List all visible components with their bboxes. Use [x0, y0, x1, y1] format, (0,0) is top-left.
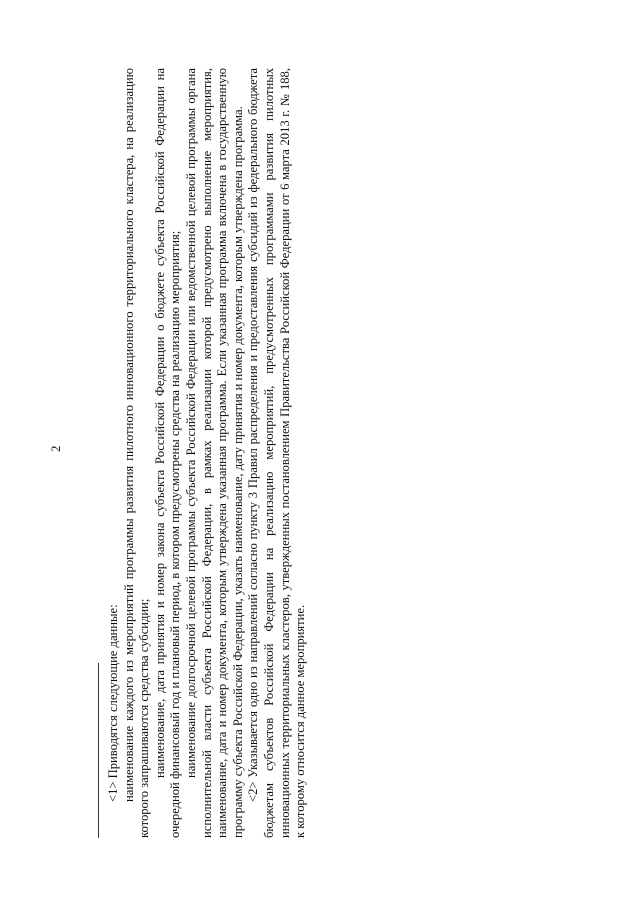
rotated-content	[98, 68, 398, 838]
footnote-1-item-2: наименование, дата принятия и номер закона субъекта Российской Федерации о бюджете субъекта Российской Федерации на очередной финансовый год и плановый период, в котором предусмотрены средства на реализацию мероприятия;	[152, 68, 183, 838]
footnote-1-item-1: наименование каждого из мероприятий программы развития пилотного инновационного территориального кластера, на реализацию которого запрашиваются средства субсидии;	[121, 68, 152, 838]
footnote-1-intro: <1> Приводятся следующие данные:	[106, 604, 120, 802]
footnote-separator	[98, 663, 99, 838]
footnote-2: <2> Указывается одно из направлений согласно пункту 3 Правил распределения и предоставления субсидий из федерального бюджета бюджетам субъектов Российской Федерации на реализацию мероприятий, предусмотренных программами развития пилотных инновационных территориальных кластеров, утвержденных постановлением Правительства Российской Федерации от 6 марта 2013 г. № 188, к которому относится данное мероприятие.	[246, 68, 308, 838]
footnotes-block	[106, 68, 309, 838]
page-number: 2	[48, 445, 63, 452]
footnote-1-item-3: наименование долгосрочной целевой программы субъекта Российской Федерации или ведомственной целевой программы органа исполнительной власти субъекта Российской Федерации, в рамках реализации которой предусмотрено выполнение мероприятия, наименование, дата и номер документа, которым утверждена указанная программа. Если указанная программа включена в государственную программу субъекта Российской Федерации, указать наименование, дату принятия и номер документа, которым утверждена программа.	[183, 68, 245, 838]
